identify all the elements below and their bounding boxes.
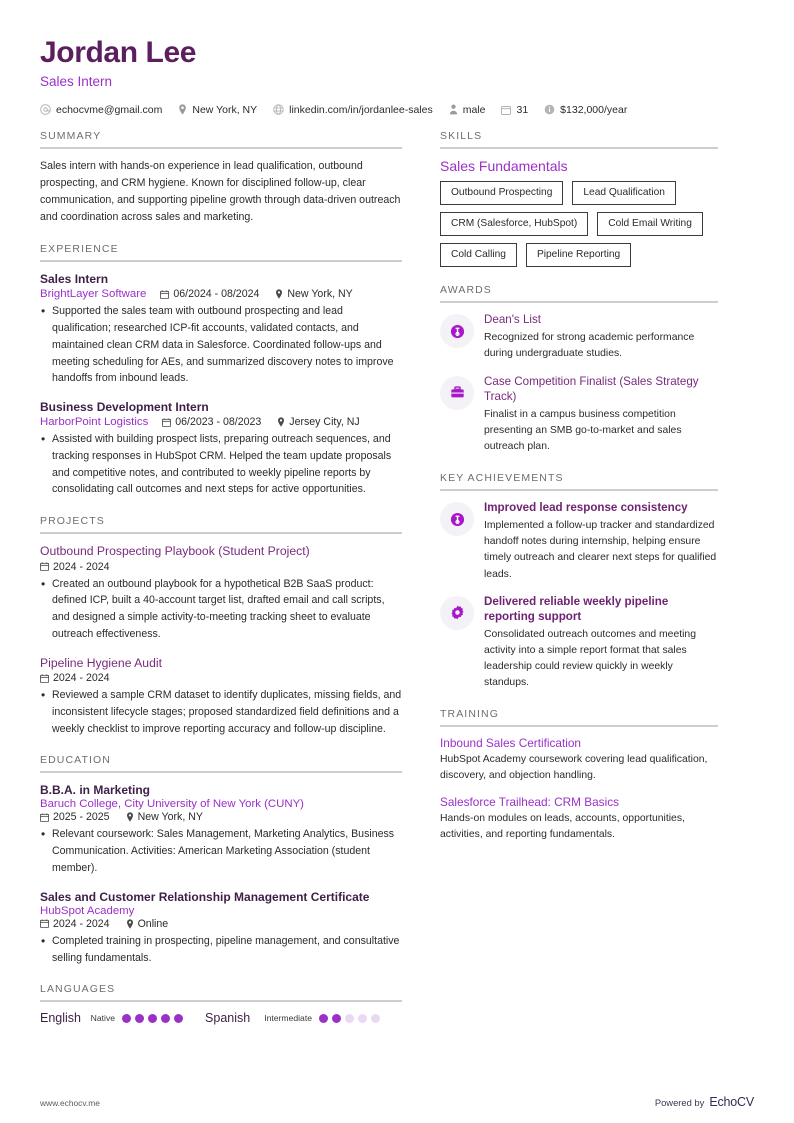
location-pin-icon (126, 812, 134, 822)
education-meta (40, 811, 402, 823)
experience-dates (160, 288, 259, 300)
contact-salary-text: $132,000/year (560, 103, 628, 116)
contact-age-text: 31 (516, 103, 529, 116)
education-dates-text: 2024 - 2024 (53, 917, 110, 930)
candidate-name: Jordan Lee (40, 36, 197, 69)
bullet-item: • Assisted with building prospect lists, preparing outreach sequences, and tracking responses in HubSpot CRM. Helped the team update proposals and competitive notes, and contributed to weekly pipeline reports by consolidating call outcomes and next steps for active opportunities. (40, 431, 402, 498)
section-key-achievements (440, 472, 718, 691)
award-body (484, 374, 718, 456)
calendar-icon (40, 919, 49, 928)
project-dates (40, 561, 110, 573)
experience-bullets (40, 303, 402, 387)
language-rating (122, 1014, 183, 1023)
achievement-title: Delivered reliable weekly pipeline reporting support (484, 594, 669, 623)
contact-gender-text: male (462, 103, 486, 116)
achievement-item (440, 594, 718, 692)
section-languages (40, 983, 402, 1025)
education-bullets (40, 933, 402, 966)
bullet-item: • Supported the sales team with outbound prospecting and lead qualification; researched ICP-fit accounts, validated contacts, and maintained clean CRM data in Salesforce. Coordinated follow-ups and meeting scheduling for AEs, and summarized discovery notes to improve handoffs from inbound leads. (40, 303, 402, 387)
calendar-icon (160, 290, 169, 299)
location-pin-icon (277, 417, 285, 427)
rating-dot (345, 1014, 354, 1023)
bullet-item: • Completed training in prospecting, pipeline management, and consultative selling fundamentals. (40, 933, 402, 966)
section-projects (40, 515, 402, 737)
education-dates (40, 918, 110, 930)
experience-item (40, 271, 402, 387)
location-pin-icon (126, 919, 134, 929)
project-item (40, 543, 402, 642)
award-title: Case Competition Finalist (Sales Strategy Track) (484, 374, 699, 403)
education-location-text: New York, NY (137, 811, 203, 824)
award-item (440, 312, 718, 362)
briefcase-icon (440, 376, 474, 410)
education-degree: B.B.A. in Marketing (40, 783, 151, 798)
left-column (40, 130, 430, 1026)
experience-location (277, 416, 359, 428)
achievement-title: Improved lead response consistency (484, 501, 688, 515)
education-location-text: Online (137, 917, 169, 930)
experience-meta (40, 416, 402, 428)
section-education (40, 754, 402, 966)
right-column (430, 130, 718, 1026)
project-bullets (40, 687, 402, 737)
experience-company: HarborPoint Logistics (40, 416, 149, 429)
person-icon (449, 104, 458, 115)
experience-dates-text: 06/2024 - 08/2024 (173, 288, 260, 301)
training-item (440, 795, 718, 843)
rating-dot (174, 1014, 183, 1023)
section-title-experience: EXPERIENCE (40, 243, 119, 256)
rating-dot (332, 1014, 341, 1023)
section-title-skills: SKILLS (440, 129, 483, 142)
achievement-body (484, 500, 718, 583)
calendar-icon (40, 674, 49, 683)
location-pin-icon (178, 104, 187, 115)
project-name: Outbound Prospecting Playbook (Student Project) (40, 544, 310, 559)
skill-chip: Pipeline Reporting (526, 243, 631, 267)
skill-chip: Cold Calling (440, 243, 517, 267)
contact-location (178, 104, 257, 116)
project-dates (40, 672, 110, 684)
calendar-icon (40, 813, 49, 822)
section-experience (40, 243, 402, 498)
contact-email (40, 104, 162, 116)
section-awards (440, 284, 718, 455)
education-location (126, 918, 169, 930)
section-divider (440, 725, 718, 727)
section-title-projects: PROJECTS (40, 515, 105, 528)
gear-icon (440, 596, 474, 630)
skill-chip: Lead Qualification (572, 181, 676, 205)
project-meta (40, 672, 402, 684)
section-divider (440, 489, 718, 491)
section-divider (40, 1000, 402, 1002)
education-dates-text: 2025 - 2025 (53, 811, 110, 824)
section-title-awards: AWARDS (440, 284, 492, 297)
section-divider (40, 771, 402, 773)
award-body (484, 312, 718, 362)
footer-brand: EchoCV (709, 1095, 754, 1109)
experience-location-text: New York, NY (287, 288, 353, 301)
achievement-item (440, 500, 718, 583)
candidate-role: Sales Intern (40, 73, 113, 89)
experience-role: Sales Intern (40, 272, 109, 287)
project-item (40, 655, 402, 738)
location-pin-icon (275, 289, 283, 299)
rating-dot (319, 1014, 328, 1023)
contact-location-text: New York, NY (192, 103, 258, 116)
award-title: Dean's List (484, 313, 541, 327)
contact-linkedin (273, 104, 433, 116)
section-divider (440, 147, 718, 149)
education-school: Baruch College, City University of New York (CUNY) (40, 798, 304, 811)
section-title-education: EDUCATION (40, 754, 111, 767)
clock-badge-icon (440, 502, 474, 536)
education-degree: Sales and Customer Relationship Management Certificate (40, 889, 370, 904)
education-school: HubSpot Academy (40, 904, 135, 917)
project-dates-text: 2024 - 2024 (53, 560, 110, 573)
experience-dates-text: 06/2023 - 08/2023 (175, 416, 262, 429)
contact-gender (449, 104, 486, 116)
rating-dot (135, 1014, 144, 1023)
section-title-training: TRAINING (440, 708, 499, 721)
training-desc: HubSpot Academy coursework covering lead qualification, discovery, and objection handling. (440, 754, 708, 782)
language-name: English (40, 1011, 81, 1026)
rating-dot (358, 1014, 367, 1023)
project-name: Pipeline Hygiene Audit (40, 655, 162, 670)
education-dates (40, 811, 110, 823)
language-rating (319, 1014, 380, 1023)
experience-meta (40, 288, 402, 300)
calendar-icon (501, 105, 511, 115)
section-title-key-achievements: KEY ACHIEVEMENTS (440, 472, 564, 485)
section-summary (40, 130, 402, 227)
education-item (40, 782, 402, 876)
education-location (126, 811, 203, 823)
project-meta (40, 561, 402, 573)
skill-chip: Cold Email Writing (597, 212, 703, 236)
globe-icon (273, 104, 284, 115)
bullet-item: • Relevant coursework: Sales Management, Marketing Analytics, Business Communication. Activities: American Marketing Association (student member). (40, 826, 402, 876)
achievement-body (484, 594, 718, 692)
section-divider (40, 532, 402, 534)
section-divider (440, 301, 718, 303)
language-level: Intermediate (264, 1013, 312, 1024)
footer-site-url: www.echocv.me (40, 1098, 100, 1108)
bullet-item: • Created an outbound playbook for a hypothetical B2B SaaS product: defined ICP, built a 40-account target list, drafted email and call scripts, and designed a simple activity-to-meeting tracking sheet to evaluate outreach effectiveness. (40, 576, 402, 643)
email-icon (40, 104, 51, 115)
achievement-desc: Consolidated outreach outcomes and meeting activity into a simple report format that sales leadership could review quickly in weekly standups. (484, 628, 696, 689)
bullet-item: • Reviewed a sample CRM dataset to identify duplicates, missing fields, and inconsistent lifecycle stages; proposed standardized field definitions and a weekly checklist to improve reporting accuracy and follow-up discipline. (40, 687, 402, 737)
language-name: Spanish (205, 1011, 251, 1026)
experience-location (275, 288, 352, 300)
section-divider (40, 260, 402, 262)
page-footer (40, 1095, 754, 1109)
award-desc: Recognized for strong academic performance during undergraduate studies. (484, 332, 695, 360)
rating-dot (161, 1014, 170, 1023)
training-desc: Hands-on modules on leads, accounts, opportunities, activities, and reporting fundamentals. (440, 812, 685, 840)
contact-age (501, 104, 528, 116)
footer-powered-by (655, 1095, 754, 1109)
calendar-icon (40, 562, 49, 571)
award-desc: Finalist in a campus business competition presenting an SMB go-to-market and sales outreach plan. (484, 408, 682, 452)
education-bullets (40, 826, 402, 876)
training-title: Inbound Sales Certification (440, 736, 581, 751)
section-skills (440, 130, 718, 268)
experience-item (40, 399, 402, 498)
award-item (440, 374, 718, 456)
info-icon (544, 104, 555, 115)
experience-company: BrightLayer Software (40, 288, 147, 301)
resume-header (40, 36, 754, 116)
section-title-summary: SUMMARY (40, 129, 102, 142)
rating-dot (371, 1014, 380, 1023)
skill-group-title: Sales Fundamentals (440, 157, 568, 174)
language-level: Native (90, 1013, 116, 1024)
contact-salary (544, 104, 627, 116)
project-bullets (40, 576, 402, 643)
contact-bar (40, 104, 754, 116)
clock-badge-icon (440, 314, 474, 348)
experience-dates (162, 416, 261, 428)
training-item (440, 736, 718, 784)
education-meta (40, 918, 402, 930)
project-dates-text: 2024 - 2024 (53, 672, 110, 685)
rating-dot (148, 1014, 157, 1023)
calendar-icon (162, 418, 171, 427)
skill-chip-list (440, 181, 718, 268)
experience-location-text: Jersey City, NJ (289, 416, 360, 429)
achievement-desc: Implemented a follow-up tracker and standardized handoff notes during internship, helping ensure timely outreach and clearer next steps for qualified leads. (484, 520, 717, 580)
section-training (440, 708, 718, 843)
skill-chip: CRM (Salesforce, HubSpot) (440, 212, 588, 236)
experience-role: Business Development Intern (40, 400, 209, 415)
rating-dot (122, 1014, 131, 1023)
languages-row (40, 1011, 402, 1025)
summary-text: Sales intern with hands-on experience in lead qualification, outbound prospecting, and CRM hygiene. Known for disciplined follow-up, clear communication, and supporting pipeline growth through data-driven outreach and coordination across sales and marketing. (40, 159, 401, 224)
skill-chip: Outbound Prospecting (440, 181, 563, 205)
resume-body (40, 130, 754, 1026)
experience-bullets (40, 431, 402, 498)
section-title-languages: LANGUAGES (40, 983, 116, 996)
contact-linkedin-text: linkedin.com/in/jordanlee-sales (289, 103, 433, 116)
education-item (40, 889, 402, 967)
training-title: Salesforce Trailhead: CRM Basics (440, 794, 619, 809)
contact-email-text: echocvme@gmail.com (56, 103, 163, 116)
footer-powered-label: Powered by (654, 1097, 705, 1108)
section-divider (40, 147, 402, 149)
